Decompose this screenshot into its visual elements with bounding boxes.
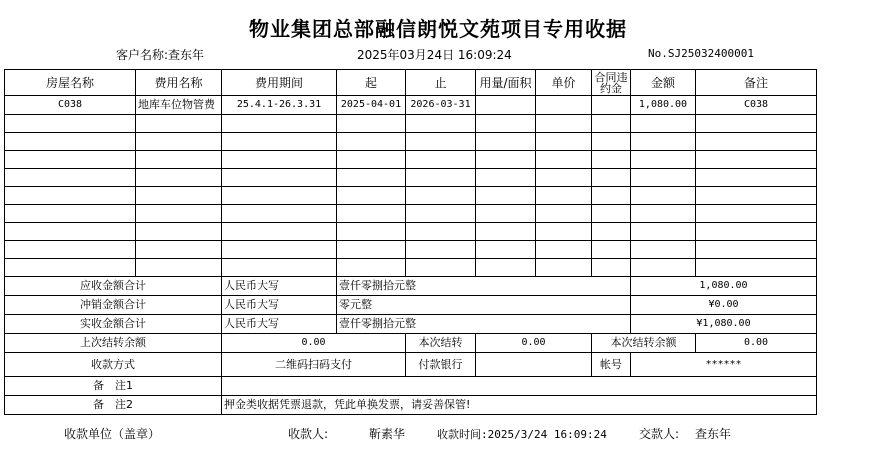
customer-name: 客户名称:查东年 [116, 48, 205, 62]
table-cell-empty [136, 151, 222, 169]
table-cell-empty [696, 259, 817, 277]
table-cell-empty [536, 133, 592, 151]
header-cell: 费用名称 [136, 70, 222, 96]
table-cell-empty [592, 169, 631, 187]
footer-payer-label: 交款人: [639, 427, 680, 441]
table-cell-empty [5, 241, 136, 259]
table-cell-empty [136, 223, 222, 241]
header-cell: 备注 [696, 70, 817, 96]
table-cell-empty [536, 187, 592, 205]
payment-row [5, 353, 817, 377]
receivable-words: 壹仟零捌拾元整 [337, 277, 631, 296]
table-cell-empty [222, 151, 337, 169]
table-cell-empty [337, 187, 406, 205]
note1-row [5, 377, 817, 396]
table-cell-empty [136, 187, 222, 205]
table-cell-empty [536, 223, 592, 241]
table-row [5, 96, 817, 115]
table-cell-empty [592, 187, 631, 205]
writeoff-words: 零元整 [337, 296, 631, 315]
table-cell-empty [136, 205, 222, 223]
actual-row [5, 315, 817, 334]
writeoff-amount: ¥0.00 [631, 296, 817, 315]
table-cell-empty [337, 205, 406, 223]
table-cell-empty [631, 133, 696, 151]
table-cell-empty [136, 169, 222, 187]
table-cell-empty [536, 151, 592, 169]
cell-house: C038 [5, 96, 136, 115]
table-cell-empty [592, 205, 631, 223]
table-cell-empty [5, 223, 136, 241]
table-cell-empty [406, 151, 476, 169]
table-row-empty [5, 259, 817, 277]
header-cell: 用量/面积 [476, 70, 536, 96]
table-row-empty [5, 223, 817, 241]
table-cell-empty [136, 259, 222, 277]
table-cell-empty [5, 133, 136, 151]
table-cell-empty [631, 187, 696, 205]
header-cell: 单价 [536, 70, 592, 96]
table-cell-empty [222, 169, 337, 187]
cell-penalty [592, 96, 631, 115]
receipt-title: 物业集团总部融信朗悦文苑项目专用收据 [249, 17, 627, 41]
cell-usage [476, 96, 536, 115]
writeoff-row [5, 296, 817, 315]
receivable-amount: 1,080.00 [631, 277, 817, 296]
table-cell-empty [406, 241, 476, 259]
table-cell-empty [696, 205, 817, 223]
table-cell-empty [406, 133, 476, 151]
writeoff-label: 冲销金额合计 [5, 296, 222, 315]
table-cell-empty [631, 259, 696, 277]
footer-unit: 收款单位（盖章） [64, 427, 161, 441]
account-value: ****** [631, 353, 817, 377]
note1-value [222, 377, 817, 396]
this-balance-label: 本次结转余额 [592, 334, 696, 353]
this-balance: 0.00 [696, 334, 817, 353]
table-cell-empty [222, 241, 337, 259]
payment-method: 二维码扫码支付 [222, 353, 406, 377]
table-cell-empty [631, 223, 696, 241]
this-transfer: 0.00 [476, 334, 592, 353]
table-cell-empty [136, 133, 222, 151]
table-cell-empty [476, 151, 536, 169]
table-cell-empty [696, 169, 817, 187]
footer-time: 收款时间:2025/3/24 16:09:24 [437, 428, 607, 441]
table-cell-empty [5, 115, 136, 133]
table-cell-empty [631, 169, 696, 187]
header-cell: 金额 [631, 70, 696, 96]
header-cell: 费用期间 [222, 70, 337, 96]
note1-label: 备 注1 [5, 377, 222, 396]
table-cell-empty [536, 169, 592, 187]
table-cell-empty [337, 223, 406, 241]
table-cell-empty [222, 115, 337, 133]
cell-end: 2026-03-31 [406, 96, 476, 115]
table-cell-empty [337, 115, 406, 133]
table-cell-empty [476, 259, 536, 277]
rmb-label: 人民币大写 [222, 315, 337, 334]
table-cell-empty [337, 133, 406, 151]
header-label: 合同违约金 [594, 70, 628, 95]
actual-label: 实收金额合计 [5, 315, 222, 334]
table-row-empty [5, 169, 817, 187]
table-cell-empty [476, 115, 536, 133]
table-cell-empty [406, 169, 476, 187]
note2-label: 备 注2 [5, 396, 222, 415]
table-cell-empty [536, 115, 592, 133]
table-cell-empty [476, 205, 536, 223]
table-cell-empty [222, 259, 337, 277]
table-cell-empty [222, 187, 337, 205]
table-cell-empty [592, 133, 631, 151]
last-balance: 0.00 [222, 334, 406, 353]
table-cell-empty [337, 241, 406, 259]
table-cell-empty [406, 187, 476, 205]
table-cell-empty [631, 205, 696, 223]
cell-start: 2025-04-01 [337, 96, 406, 115]
table-cell-empty [406, 115, 476, 133]
receipt-datetime: 2025年03月24日 16:09:24 [357, 48, 512, 62]
receivable-row [5, 277, 817, 296]
table-cell-empty [696, 241, 817, 259]
table-cell-empty [631, 115, 696, 133]
bank-value [476, 353, 592, 377]
footer-collector: 靳素华 [369, 427, 406, 441]
receivable-label: 应收金额合计 [5, 277, 222, 296]
table-cell-empty [5, 169, 136, 187]
table-cell-empty [696, 187, 817, 205]
table-cell-empty [696, 223, 817, 241]
table-cell-empty [476, 223, 536, 241]
table-cell-empty [5, 259, 136, 277]
note2-row [5, 396, 817, 415]
receipt-number: No.SJ25032400001 [648, 47, 754, 60]
table-row-empty [5, 151, 817, 169]
table-cell-empty [222, 223, 337, 241]
method-label: 收款方式 [5, 353, 222, 377]
table-cell-empty [337, 169, 406, 187]
footer-collector-label: 收款人: [288, 427, 329, 441]
header-cell: 房屋名称 [5, 70, 136, 96]
table-row-empty [5, 187, 817, 205]
header-cell: 起 [337, 70, 406, 96]
this-transfer-label: 本次结转 [406, 334, 476, 353]
table-cell-empty [696, 133, 817, 151]
receipt-table [4, 69, 817, 415]
table-cell-empty [476, 187, 536, 205]
table-row-empty [5, 241, 817, 259]
cell-period: 25.4.1-26.3.31 [222, 96, 337, 115]
table-cell-empty [592, 259, 631, 277]
cell-amount: 1,080.00 [631, 96, 696, 115]
table-row-empty [5, 115, 817, 133]
note2-value: 押金类收据凭票退款，凭此单换发票，请妥善保管! [222, 396, 817, 415]
table-cell-empty [136, 115, 222, 133]
table-cell-empty [337, 259, 406, 277]
table-cell-empty [631, 241, 696, 259]
rmb-label: 人民币大写 [222, 277, 337, 296]
table-cell-empty [476, 133, 536, 151]
table-cell-empty [406, 205, 476, 223]
last-balance-label: 上次结转余额 [5, 334, 222, 353]
table-cell-empty [592, 115, 631, 133]
cell-fee-name: 地库车位物管费 [136, 96, 222, 115]
table-cell-empty [631, 151, 696, 169]
table-cell-empty [592, 241, 631, 259]
table-cell-empty [592, 223, 631, 241]
table-cell-empty [536, 205, 592, 223]
table-cell-empty [5, 151, 136, 169]
table-cell-empty [337, 151, 406, 169]
bank-label: 付款银行 [406, 353, 476, 377]
cell-remark: C038 [696, 96, 817, 115]
actual-amount: ¥1,080.00 [631, 315, 817, 334]
cell-price [536, 96, 592, 115]
table-cell-empty [136, 241, 222, 259]
table-cell-empty [476, 169, 536, 187]
table-row-empty [5, 133, 817, 151]
table-cell-empty [5, 187, 136, 205]
table-cell-empty [222, 205, 337, 223]
balance-row [5, 334, 817, 353]
footer-payer: 查东年 [695, 427, 732, 441]
rmb-label: 人民币大写 [222, 296, 337, 315]
table-cell-empty [536, 259, 592, 277]
actual-words: 壹仟零捌拾元整 [337, 315, 631, 334]
table-cell-empty [406, 259, 476, 277]
account-label: 帐号 [592, 353, 631, 377]
header-cell [592, 70, 631, 96]
header-cell: 止 [406, 70, 476, 96]
table-cell-empty [406, 223, 476, 241]
table-cell-empty [476, 241, 536, 259]
table-cell-empty [536, 241, 592, 259]
table-row-empty [5, 205, 817, 223]
table-cell-empty [222, 133, 337, 151]
table-cell-empty [696, 115, 817, 133]
table-cell-empty [592, 151, 631, 169]
table-cell-empty [5, 205, 136, 223]
table-header-row [5, 70, 817, 96]
table-cell-empty [696, 151, 817, 169]
